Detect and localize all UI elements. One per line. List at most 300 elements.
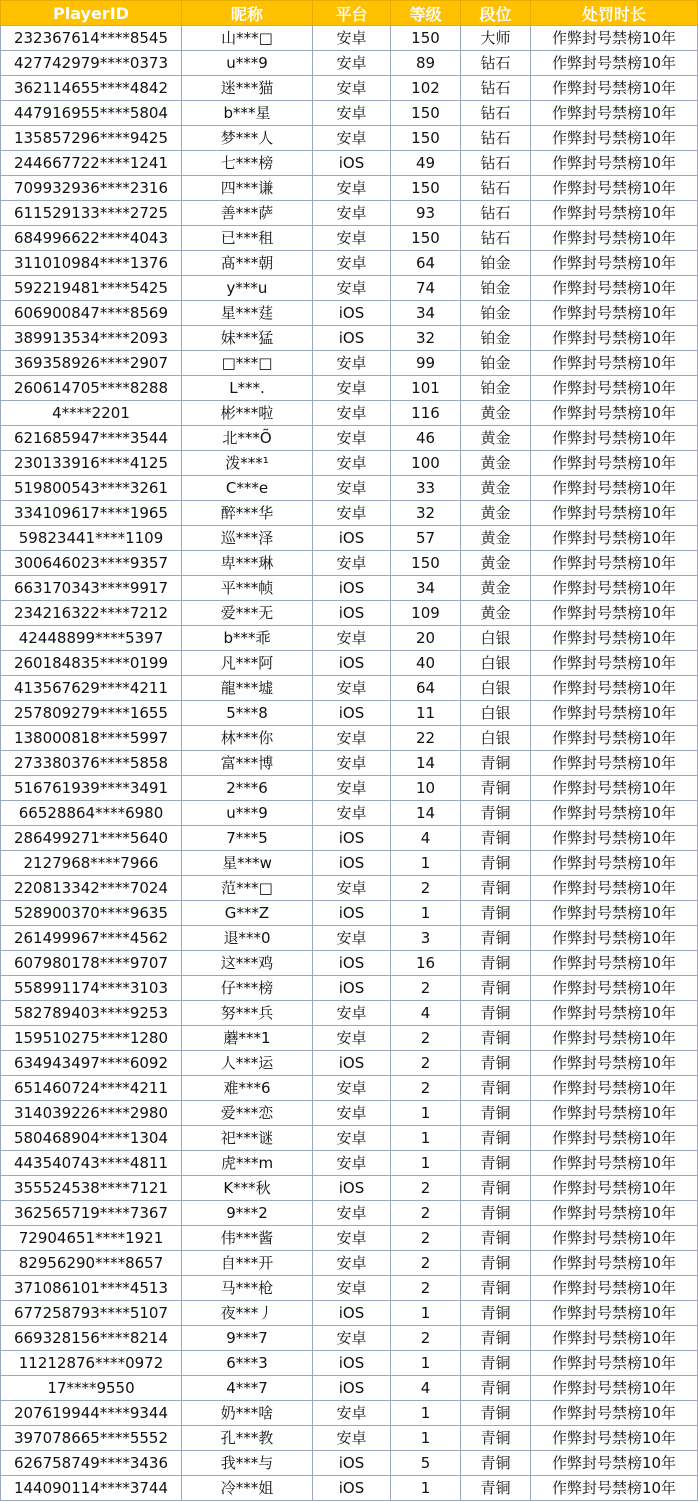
cell-platform: 安卓 — [313, 1251, 391, 1276]
cell-level: 150 — [391, 126, 461, 151]
cell-level: 2 — [391, 1051, 461, 1076]
cell-level: 1 — [391, 1101, 461, 1126]
cell-nickname: 巡***泽 — [182, 526, 313, 551]
cell-player-id: 606900847****8569 — [1, 301, 182, 326]
cell-nickname: 人***运 — [182, 1051, 313, 1076]
cell-level: 2 — [391, 876, 461, 901]
cell-nickname: 仔***榜 — [182, 976, 313, 1001]
cell-penalty: 作弊封号禁榜10年 — [531, 401, 698, 426]
cell-player-id: 362114655****4842 — [1, 76, 182, 101]
cell-penalty: 作弊封号禁榜10年 — [531, 276, 698, 301]
cell-player-id: 220813342****7024 — [1, 876, 182, 901]
table-row — [1, 901, 698, 926]
cell-level: 74 — [391, 276, 461, 301]
cell-penalty: 作弊封号禁榜10年 — [531, 1151, 698, 1176]
table-row — [1, 1301, 698, 1326]
cell-player-id: 260184835****0199 — [1, 651, 182, 676]
cell-platform: 安卓 — [313, 1076, 391, 1101]
cell-player-id: 663170343****9917 — [1, 576, 182, 601]
cell-penalty: 作弊封号禁榜10年 — [531, 1401, 698, 1426]
table-row — [1, 1151, 698, 1176]
cell-platform: 安卓 — [313, 501, 391, 526]
cell-level: 5 — [391, 1451, 461, 1476]
cell-rank: 青铜 — [461, 1476, 531, 1501]
table-row — [1, 401, 698, 426]
cell-nickname: 星***莛 — [182, 301, 313, 326]
cell-player-id: 232367614****8545 — [1, 26, 182, 51]
cell-penalty: 作弊封号禁榜10年 — [531, 351, 698, 376]
cell-platform: 安卓 — [313, 726, 391, 751]
table-row — [1, 151, 698, 176]
cell-level: 4 — [391, 826, 461, 851]
cell-rank: 黄金 — [461, 601, 531, 626]
table-row — [1, 1001, 698, 1026]
cell-rank: 白银 — [461, 726, 531, 751]
cell-level: 64 — [391, 251, 461, 276]
table-row — [1, 1201, 698, 1226]
cell-nickname: 爱***恋 — [182, 1101, 313, 1126]
table-row — [1, 1026, 698, 1051]
cell-nickname: 6***3 — [182, 1351, 313, 1376]
cell-platform: 安卓 — [313, 676, 391, 701]
cell-platform: 安卓 — [313, 801, 391, 826]
cell-rank: 白银 — [461, 651, 531, 676]
cell-level: 10 — [391, 776, 461, 801]
cell-platform: 安卓 — [313, 251, 391, 276]
cell-rank: 铂金 — [461, 326, 531, 351]
cell-rank: 青铜 — [461, 1001, 531, 1026]
table-row — [1, 1426, 698, 1451]
cell-rank: 钻石 — [461, 76, 531, 101]
cell-player-id: 260614705****8288 — [1, 376, 182, 401]
cell-rank: 钻石 — [461, 51, 531, 76]
cell-penalty: 作弊封号禁榜10年 — [531, 1451, 698, 1476]
cell-penalty: 作弊封号禁榜10年 — [531, 601, 698, 626]
cell-platform: 安卓 — [313, 1026, 391, 1051]
cell-level: 2 — [391, 1026, 461, 1051]
cell-level: 11 — [391, 701, 461, 726]
table-row — [1, 1451, 698, 1476]
cell-level: 2 — [391, 1251, 461, 1276]
cell-player-id: 669328156****8214 — [1, 1326, 182, 1351]
cell-level: 101 — [391, 376, 461, 401]
cell-platform: 安卓 — [313, 51, 391, 76]
cell-player-id: 516761939****3491 — [1, 776, 182, 801]
cell-rank: 黄金 — [461, 451, 531, 476]
cell-level: 109 — [391, 601, 461, 626]
cell-nickname: 星***w — [182, 851, 313, 876]
cell-rank: 钻石 — [461, 226, 531, 251]
cell-penalty: 作弊封号禁榜10年 — [531, 701, 698, 726]
cell-level: 1 — [391, 1126, 461, 1151]
cell-nickname: 梦***人 — [182, 126, 313, 151]
table-row — [1, 476, 698, 501]
cell-penalty: 作弊封号禁榜10年 — [531, 951, 698, 976]
cell-penalty: 作弊封号禁榜10年 — [531, 201, 698, 226]
cell-player-id: 397078665****5552 — [1, 1426, 182, 1451]
cell-platform: iOS — [313, 1176, 391, 1201]
cell-nickname: 伟***酱 — [182, 1226, 313, 1251]
table-row — [1, 226, 698, 251]
cell-platform: iOS — [313, 1301, 391, 1326]
cell-nickname: 爱***无 — [182, 601, 313, 626]
cell-rank: 青铜 — [461, 1176, 531, 1201]
cell-nickname: 山***□ — [182, 26, 313, 51]
cell-nickname: 七***榜 — [182, 151, 313, 176]
table-row — [1, 676, 698, 701]
table-row — [1, 1326, 698, 1351]
cell-penalty: 作弊封号禁榜10年 — [531, 101, 698, 126]
cell-nickname: 北***Õ — [182, 426, 313, 451]
cell-nickname: 泼***¹ — [182, 451, 313, 476]
cell-penalty: 作弊封号禁榜10年 — [531, 26, 698, 51]
cell-player-id: 273380376****5858 — [1, 751, 182, 776]
cell-nickname: 虎***m — [182, 1151, 313, 1176]
cell-level: 1 — [391, 1301, 461, 1326]
cell-penalty: 作弊封号禁榜10年 — [531, 1201, 698, 1226]
cell-rank: 白银 — [461, 676, 531, 701]
cell-nickname: u***9 — [182, 801, 313, 826]
cell-player-id: 17****9550 — [1, 1376, 182, 1401]
cell-level: 20 — [391, 626, 461, 651]
table-row — [1, 126, 698, 151]
table-row — [1, 626, 698, 651]
cell-player-id: 582789403****9253 — [1, 1001, 182, 1026]
cell-platform: 安卓 — [313, 26, 391, 51]
cell-rank: 大师 — [461, 26, 531, 51]
cell-nickname: 2***6 — [182, 776, 313, 801]
cell-level: 1 — [391, 1426, 461, 1451]
header-platform: 平台 — [313, 1, 391, 26]
cell-nickname: u***9 — [182, 51, 313, 76]
cell-penalty: 作弊封号禁榜10年 — [531, 801, 698, 826]
table-row — [1, 176, 698, 201]
cell-nickname: K***秋 — [182, 1176, 313, 1201]
cell-rank: 黄金 — [461, 401, 531, 426]
cell-nickname: C***e — [182, 476, 313, 501]
cell-penalty: 作弊封号禁榜10年 — [531, 1251, 698, 1276]
table-row — [1, 1126, 698, 1151]
cell-rank: 铂金 — [461, 251, 531, 276]
cell-level: 32 — [391, 501, 461, 526]
cell-rank: 铂金 — [461, 276, 531, 301]
table-row — [1, 276, 698, 301]
cell-rank: 青铜 — [461, 1426, 531, 1451]
cell-penalty: 作弊封号禁榜10年 — [531, 426, 698, 451]
cell-penalty: 作弊封号禁榜10年 — [531, 1126, 698, 1151]
cell-player-id: 634943497****6092 — [1, 1051, 182, 1076]
cell-nickname: 林***你 — [182, 726, 313, 751]
cell-rank: 青铜 — [461, 1401, 531, 1426]
cell-nickname: 退***0 — [182, 926, 313, 951]
cell-penalty: 作弊封号禁榜10年 — [531, 1051, 698, 1076]
cell-player-id: 314039226****2980 — [1, 1101, 182, 1126]
cell-platform: 安卓 — [313, 1226, 391, 1251]
header-rank: 段位 — [461, 1, 531, 26]
cell-level: 2 — [391, 1326, 461, 1351]
cell-platform: iOS — [313, 826, 391, 851]
cell-platform: iOS — [313, 1351, 391, 1376]
cell-level: 3 — [391, 926, 461, 951]
cell-player-id: 144090114****3744 — [1, 1476, 182, 1501]
cell-level: 1 — [391, 1476, 461, 1501]
cell-level: 2 — [391, 1176, 461, 1201]
cell-player-id: 4****2201 — [1, 401, 182, 426]
cell-rank: 青铜 — [461, 1451, 531, 1476]
cell-player-id: 621685947****3544 — [1, 426, 182, 451]
cell-player-id: 362565719****7367 — [1, 1201, 182, 1226]
cell-penalty: 作弊封号禁榜10年 — [531, 1101, 698, 1126]
cell-platform: 安卓 — [313, 351, 391, 376]
cell-player-id: 626758749****3436 — [1, 1451, 182, 1476]
cell-player-id: 611529133****2725 — [1, 201, 182, 226]
cell-level: 1 — [391, 1151, 461, 1176]
cell-level: 150 — [391, 101, 461, 126]
cell-penalty: 作弊封号禁榜10年 — [531, 851, 698, 876]
cell-penalty: 作弊封号禁榜10年 — [531, 1376, 698, 1401]
cell-player-id: 592219481****5425 — [1, 276, 182, 301]
table-row — [1, 201, 698, 226]
cell-nickname: 马***枪 — [182, 1276, 313, 1301]
cell-penalty: 作弊封号禁榜10年 — [531, 976, 698, 1001]
cell-nickname: y***u — [182, 276, 313, 301]
cell-player-id: 2127968****7966 — [1, 851, 182, 876]
cell-platform: 安卓 — [313, 626, 391, 651]
cell-level: 22 — [391, 726, 461, 751]
table-row — [1, 426, 698, 451]
cell-level: 57 — [391, 526, 461, 551]
cell-penalty: 作弊封号禁榜10年 — [531, 126, 698, 151]
cell-penalty: 作弊封号禁榜10年 — [531, 526, 698, 551]
cell-level: 4 — [391, 1001, 461, 1026]
cell-player-id: 311010984****1376 — [1, 251, 182, 276]
cell-player-id: 443540743****4811 — [1, 1151, 182, 1176]
cell-nickname: 孔***教 — [182, 1426, 313, 1451]
cell-player-id: 138000818****5997 — [1, 726, 182, 751]
table-row — [1, 1251, 698, 1276]
cell-rank: 青铜 — [461, 1126, 531, 1151]
cell-platform: 安卓 — [313, 776, 391, 801]
header-penalty: 处罚时长 — [531, 1, 698, 26]
cell-nickname: 彬***啦 — [182, 401, 313, 426]
cell-nickname: 努***兵 — [182, 1001, 313, 1026]
cell-penalty: 作弊封号禁榜10年 — [531, 301, 698, 326]
cell-level: 32 — [391, 326, 461, 351]
cell-rank: 青铜 — [461, 1076, 531, 1101]
cell-nickname: □***□ — [182, 351, 313, 376]
cell-platform: 安卓 — [313, 76, 391, 101]
cell-player-id: 677258793****5107 — [1, 1301, 182, 1326]
cell-rank: 黄金 — [461, 551, 531, 576]
cell-platform: 安卓 — [313, 226, 391, 251]
cell-rank: 钻石 — [461, 176, 531, 201]
cell-nickname: b***星 — [182, 101, 313, 126]
cell-level: 16 — [391, 951, 461, 976]
cell-rank: 青铜 — [461, 776, 531, 801]
cell-platform: 安卓 — [313, 551, 391, 576]
cell-platform: iOS — [313, 951, 391, 976]
table-row — [1, 26, 698, 51]
cell-nickname: 奶***啥 — [182, 1401, 313, 1426]
header-player-id: PlayerID — [1, 1, 182, 26]
table-header — [1, 1, 698, 26]
cell-platform: iOS — [313, 1476, 391, 1501]
table-row — [1, 826, 698, 851]
cell-nickname: 9***7 — [182, 1326, 313, 1351]
cell-level: 2 — [391, 976, 461, 1001]
cell-player-id: 42448899****5397 — [1, 626, 182, 651]
cell-nickname: 卑***琳 — [182, 551, 313, 576]
cell-platform: iOS — [313, 326, 391, 351]
cell-platform: 安卓 — [313, 1401, 391, 1426]
cell-level: 14 — [391, 751, 461, 776]
table-row — [1, 51, 698, 76]
table-row — [1, 1051, 698, 1076]
cell-nickname: 四***谦 — [182, 176, 313, 201]
cell-platform: 安卓 — [313, 1101, 391, 1126]
cell-rank: 青铜 — [461, 1376, 531, 1401]
cell-player-id: 580468904****1304 — [1, 1126, 182, 1151]
cell-nickname: L***. — [182, 376, 313, 401]
table-row — [1, 1226, 698, 1251]
cell-rank: 黄金 — [461, 526, 531, 551]
cell-penalty: 作弊封号禁榜10年 — [531, 1476, 698, 1501]
cell-player-id: 11212876****0972 — [1, 1351, 182, 1376]
table-row — [1, 1401, 698, 1426]
cell-rank: 黄金 — [461, 501, 531, 526]
cell-player-id: 334109617****1965 — [1, 501, 182, 526]
table-row — [1, 801, 698, 826]
cell-rank: 黄金 — [461, 476, 531, 501]
cell-nickname: 妹***猛 — [182, 326, 313, 351]
cell-player-id: 230133916****4125 — [1, 451, 182, 476]
cell-platform: iOS — [313, 976, 391, 1001]
cell-penalty: 作弊封号禁榜10年 — [531, 1226, 698, 1251]
table-row — [1, 976, 698, 1001]
cell-nickname: 迷***猫 — [182, 76, 313, 101]
table-row — [1, 576, 698, 601]
cell-player-id: 234216322****7212 — [1, 601, 182, 626]
cell-level: 49 — [391, 151, 461, 176]
cell-rank: 钻石 — [461, 201, 531, 226]
cell-penalty: 作弊封号禁榜10年 — [531, 551, 698, 576]
table-row — [1, 1076, 698, 1101]
table-row — [1, 1101, 698, 1126]
cell-player-id: 519800543****3261 — [1, 476, 182, 501]
table-row — [1, 1351, 698, 1376]
table-row — [1, 651, 698, 676]
cell-platform: iOS — [313, 701, 391, 726]
cell-nickname: 髙***朝 — [182, 251, 313, 276]
table-row — [1, 876, 698, 901]
header-level: 等级 — [391, 1, 461, 26]
cell-nickname: G***Z — [182, 901, 313, 926]
cell-penalty: 作弊封号禁榜10年 — [531, 1426, 698, 1451]
cell-platform: iOS — [313, 651, 391, 676]
cell-platform: 安卓 — [313, 426, 391, 451]
cell-penalty: 作弊封号禁榜10年 — [531, 901, 698, 926]
cell-rank: 白银 — [461, 701, 531, 726]
table-row — [1, 76, 698, 101]
cell-platform: iOS — [313, 851, 391, 876]
table-row — [1, 1476, 698, 1501]
cell-platform: 安卓 — [313, 1151, 391, 1176]
cell-nickname: 富***博 — [182, 751, 313, 776]
cell-platform: 安卓 — [313, 751, 391, 776]
cell-nickname: 祀***谜 — [182, 1126, 313, 1151]
table-row — [1, 1276, 698, 1301]
cell-rank: 青铜 — [461, 951, 531, 976]
cell-rank: 青铜 — [461, 876, 531, 901]
cell-player-id: 607980178****9707 — [1, 951, 182, 976]
cell-penalty: 作弊封号禁榜10年 — [531, 1276, 698, 1301]
cell-platform: iOS — [313, 301, 391, 326]
cell-penalty: 作弊封号禁榜10年 — [531, 251, 698, 276]
cell-penalty: 作弊封号禁榜10年 — [531, 626, 698, 651]
cell-penalty: 作弊封号禁榜10年 — [531, 826, 698, 851]
cell-nickname: 9***2 — [182, 1201, 313, 1226]
cell-nickname: 夜***丿 — [182, 1301, 313, 1326]
cell-penalty: 作弊封号禁榜10年 — [531, 176, 698, 201]
cell-platform: 安卓 — [313, 376, 391, 401]
cell-player-id: 286499271****5640 — [1, 826, 182, 851]
cell-player-id: 528900370****9635 — [1, 901, 182, 926]
cell-platform: 安卓 — [313, 201, 391, 226]
cell-player-id: 300646023****9357 — [1, 551, 182, 576]
table-row — [1, 701, 698, 726]
table-row — [1, 351, 698, 376]
cell-player-id: 207619944****9344 — [1, 1401, 182, 1426]
cell-player-id: 427742979****0373 — [1, 51, 182, 76]
cell-penalty: 作弊封号禁榜10年 — [531, 1026, 698, 1051]
cell-nickname: 蘑***1 — [182, 1026, 313, 1051]
cell-penalty: 作弊封号禁榜10年 — [531, 576, 698, 601]
cell-penalty: 作弊封号禁榜10年 — [531, 1176, 698, 1201]
cell-rank: 青铜 — [461, 1051, 531, 1076]
cell-platform: 安卓 — [313, 1326, 391, 1351]
cell-level: 40 — [391, 651, 461, 676]
table-row — [1, 776, 698, 801]
cell-player-id: 413567629****4211 — [1, 676, 182, 701]
cell-level: 1 — [391, 1351, 461, 1376]
cell-penalty: 作弊封号禁榜10年 — [531, 776, 698, 801]
cell-nickname: 龍***墟 — [182, 676, 313, 701]
cell-level: 34 — [391, 576, 461, 601]
cell-nickname: 冷***姐 — [182, 1476, 313, 1501]
cell-rank: 青铜 — [461, 1201, 531, 1226]
cell-nickname: 7***5 — [182, 826, 313, 851]
cell-nickname: 这***鸡 — [182, 951, 313, 976]
cell-player-id: 261499967****4562 — [1, 926, 182, 951]
cell-penalty: 作弊封号禁榜10年 — [531, 226, 698, 251]
cell-rank: 黄金 — [461, 426, 531, 451]
cell-nickname: 难***6 — [182, 1076, 313, 1101]
cell-platform: 安卓 — [313, 1001, 391, 1026]
table-row — [1, 1376, 698, 1401]
cell-level: 102 — [391, 76, 461, 101]
cell-penalty: 作弊封号禁榜10年 — [531, 876, 698, 901]
table-row — [1, 851, 698, 876]
table-row — [1, 251, 698, 276]
cell-platform: 安卓 — [313, 1126, 391, 1151]
cell-penalty: 作弊封号禁榜10年 — [531, 676, 698, 701]
cell-player-id: 159510275****1280 — [1, 1026, 182, 1051]
cell-penalty: 作弊封号禁榜10年 — [531, 501, 698, 526]
cell-rank: 青铜 — [461, 1226, 531, 1251]
cell-penalty: 作弊封号禁榜10年 — [531, 451, 698, 476]
cell-nickname: 醉***华 — [182, 501, 313, 526]
cell-player-id: 709932936****2316 — [1, 176, 182, 201]
